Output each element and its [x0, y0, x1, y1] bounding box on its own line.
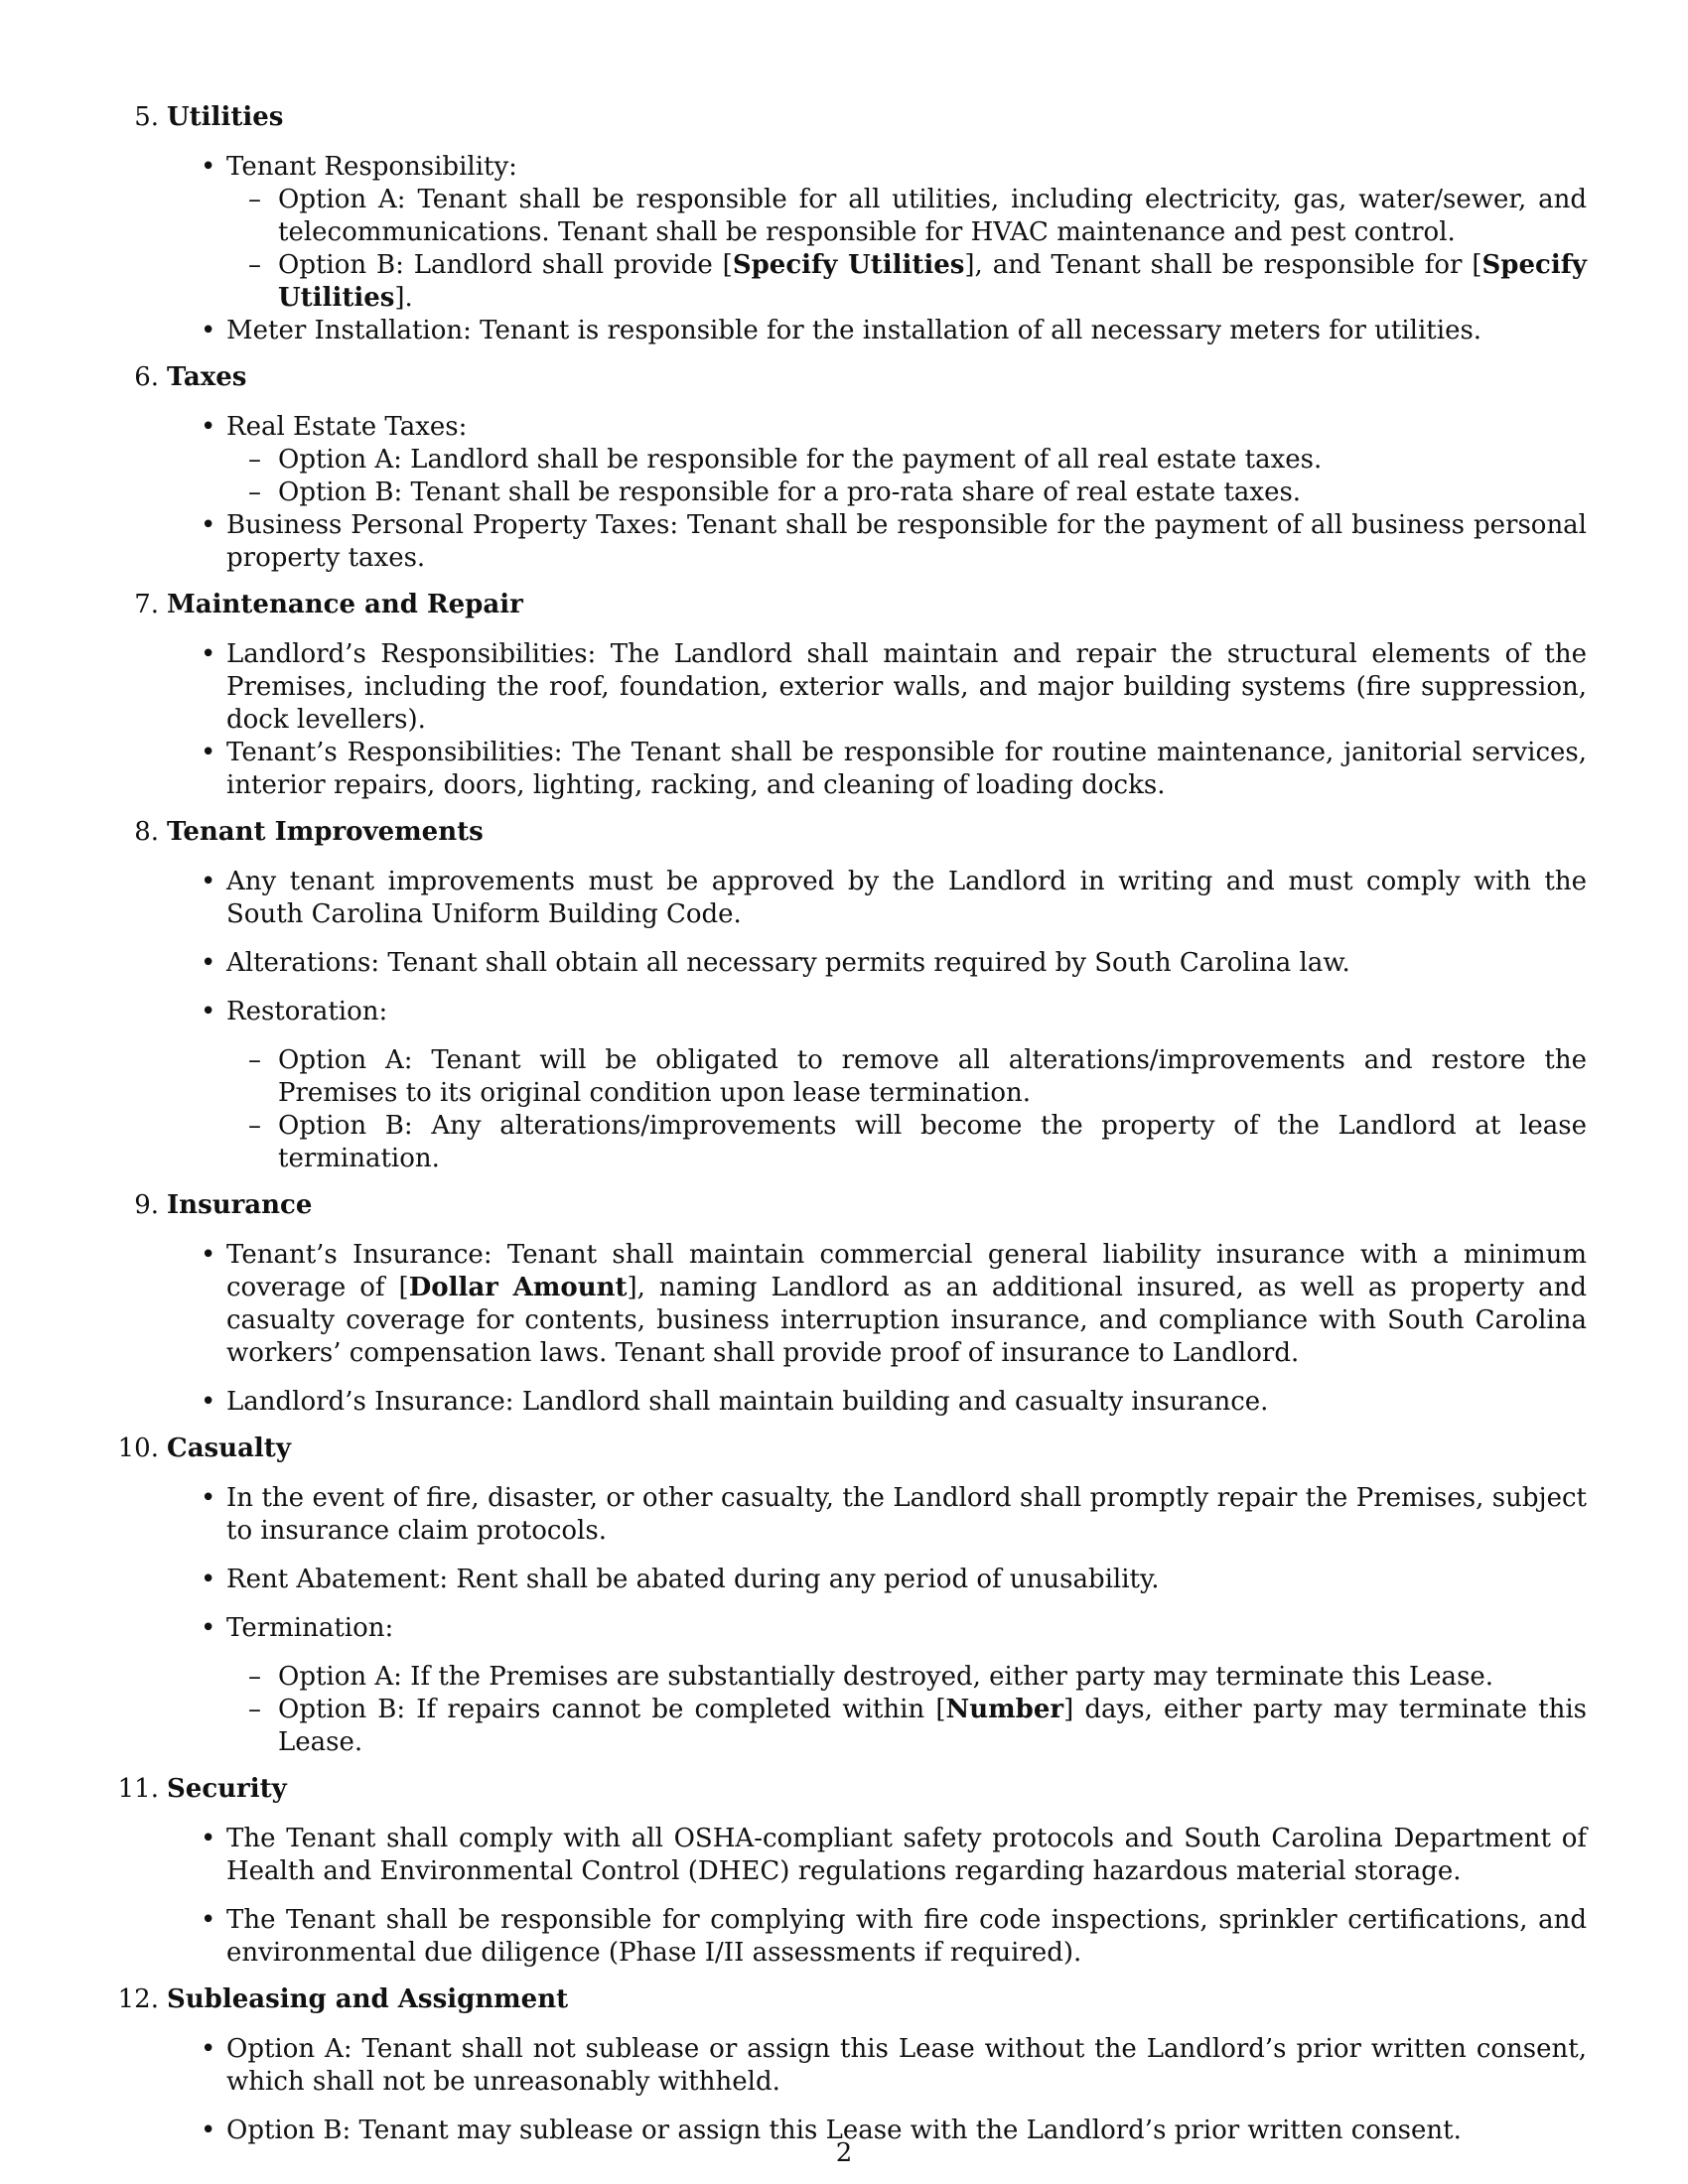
section-title: Tenant Improvements: [167, 817, 484, 847]
section-utilities: [134, 101, 1587, 347]
bullet-list: [167, 638, 1587, 802]
section-number: 12.: [117, 1984, 159, 2014]
section-maintenance-and-repair: [134, 589, 1587, 802]
option-list: [226, 184, 1587, 315]
section-heading: [134, 1189, 1587, 1222]
list-item: • Business Personal Property Taxes: Tenant shall be responsible for the payment of all business personal property taxes.: [226, 509, 1587, 575]
bullet-list: [167, 2033, 1587, 2147]
section-casualty: [117, 1433, 1588, 1759]
section-title: Subleasing and Assignment: [167, 1984, 569, 2014]
list-item-text: Restoration:: [226, 997, 388, 1026]
list-item-text: Termination:: [226, 1613, 394, 1643]
section-number: 7.: [134, 590, 159, 619]
placeholder-field: Number: [945, 1695, 1064, 1724]
placeholder-field: Dollar Amount: [408, 1273, 628, 1302]
section-title: Taxes: [167, 362, 247, 392]
list-item-text: ], naming Landlord as an additional insured, as well as property and casualty coverage for contents, business interruption insurance, and compliance with South Carolina workers’ compensation laws. Tenant shall provide proof of insurance to Landlord.: [226, 1273, 1587, 1368]
option-item: – Option A: Landlord shall be responsible for the payment of all real estate taxes.: [278, 444, 1587, 477]
page-number: 2: [835, 2138, 853, 2168]
section-heading: [134, 361, 1587, 394]
bullet-list: [167, 1823, 1587, 1970]
option-text: ].: [394, 283, 413, 313]
section-heading: [134, 816, 1587, 849]
section-heading: [134, 589, 1587, 621]
bullet-list: [167, 411, 1587, 575]
list-item-text: Tenant Responsibility:: [226, 152, 517, 182]
list-item: • Option B: Tenant may sublease or assign this Lease with the Landlord’s prior written consent.: [226, 2115, 1587, 2147]
list-item-text: Tenant’s Insurance: Tenant shall maintain commercial general liability insurance with a minimum coverage of [: [226, 1240, 1587, 1302]
section-heading: [117, 1433, 1587, 1465]
section-insurance: [134, 1189, 1587, 1419]
list-item: • Landlord’s Responsibilities: The Landlord shall maintain and repair the structural elements of the Premises, including the roof, foundation, exterior walls, and major building systems (fire suppression, dock levellers).: [226, 638, 1587, 737]
option-list: [226, 444, 1587, 509]
placeholder-field: Specify Utilities: [732, 250, 965, 280]
list-item: • Landlord’s Insurance: Landlord shall maintain building and casualty insurance.: [226, 1386, 1587, 1419]
option-item: [278, 1694, 1587, 1759]
placeholder-field: Specify Utilities: [278, 250, 1587, 313]
bullet-list: [167, 1482, 1587, 1759]
section-number: 5.: [134, 102, 159, 132]
list-item: • Rent Abatement: Rent shall be abated during any period of unusability.: [226, 1564, 1587, 1596]
option-text: Option B: If repairs cannot be completed within [: [278, 1695, 946, 1724]
option-item: – Option B: Tenant shall be responsible for a pro-rata share of real estate taxes.: [278, 477, 1587, 509]
section-number: 11.: [117, 1774, 159, 1804]
option-text: Option B: Landlord shall provide [: [278, 250, 733, 280]
section-tenant-improvements: [134, 816, 1587, 1175]
section-number: 8.: [134, 817, 159, 847]
list-item: • The Tenant shall be responsible for complying with fire code inspections, sprinkler certifications, and environmental due diligence (Phase I/II assessments if required).: [226, 1904, 1587, 1970]
bullet-list: [167, 1239, 1587, 1419]
list-item: [226, 996, 1587, 1175]
section-subleasing-and-assignment: [117, 1983, 1587, 2147]
list-item: • Any tenant improvements must be approved by the Landlord in writing and must comply with the South Carolina Uniform Building Code.: [226, 866, 1587, 931]
bullet-list: [167, 866, 1587, 1175]
section-number: 9.: [134, 1190, 159, 1220]
list-item: • Tenant’s Responsibilities: The Tenant shall be responsible for routine maintenance, janitorial services, interior repairs, doors, lighting, racking, and cleaning of loading docks.: [226, 737, 1587, 802]
list-item: [226, 1239, 1587, 1370]
option-text: ], and Tenant shall be responsible for [: [964, 250, 1482, 280]
section-number: 10.: [117, 1433, 159, 1463]
list-item: [226, 411, 1587, 509]
option-item: – Option B: Any alterations/improvements will become the property of the Landlord at lease termination.: [278, 1110, 1587, 1175]
list-item: • In the event of fire, disaster, or other casualty, the Landlord shall promptly repair the Premises, subject to insurance claim protocols.: [226, 1482, 1587, 1548]
list-item-text: Real Estate Taxes:: [226, 412, 468, 442]
section-heading: [117, 1983, 1587, 2016]
option-list: [226, 1661, 1587, 1759]
section-security: [117, 1773, 1587, 1970]
bullet-list: [167, 151, 1587, 347]
section-title: Utilities: [167, 102, 284, 132]
section-title: Security: [167, 1774, 287, 1804]
option-list: [226, 1044, 1587, 1175]
option-item: [278, 249, 1587, 315]
list-item: [226, 1612, 1587, 1759]
section-title: Casualty: [167, 1433, 291, 1463]
option-item: – Option A: Tenant will be obligated to remove all alterations/improvements and restore the Premises to its original condition upon lease termination.: [278, 1044, 1587, 1110]
section-number: 6.: [134, 362, 159, 392]
list-item: • Meter Installation: Tenant is responsible for the installation of all necessary meters for utilities.: [226, 315, 1587, 347]
document-body: [117, 101, 1588, 2161]
option-item: – Option A: If the Premises are substantially destroyed, either party may terminate this Lease.: [278, 1661, 1587, 1694]
list-item: • The Tenant shall comply with all OSHA-compliant safety protocols and South Carolina Department of Health and Environmental Control (DHEC) regulations regarding hazardous material storage.: [226, 1823, 1587, 1888]
list-item: • Option A: Tenant shall not sublease or assign this Lease without the Landlord’s prior written consent, which shall not be unreasonably withheld.: [226, 2033, 1587, 2099]
list-item: [226, 151, 1587, 315]
section-heading: [117, 1773, 1587, 1806]
option-text: ] days, either party may terminate this Lease.: [278, 1695, 1588, 1757]
section-heading: [134, 101, 1587, 134]
section-title: Maintenance and Repair: [167, 590, 523, 619]
option-item: – Option A: Tenant shall be responsible for all utilities, including electricity, gas, water/sewer, and telecommunications. Tenant shall be responsible for HVAC maintenance and pest control.: [278, 184, 1587, 249]
section-taxes: [134, 361, 1587, 575]
section-title: Insurance: [167, 1190, 313, 1220]
list-item: • Alterations: Tenant shall obtain all necessary permits required by South Carolina law.: [226, 947, 1587, 980]
